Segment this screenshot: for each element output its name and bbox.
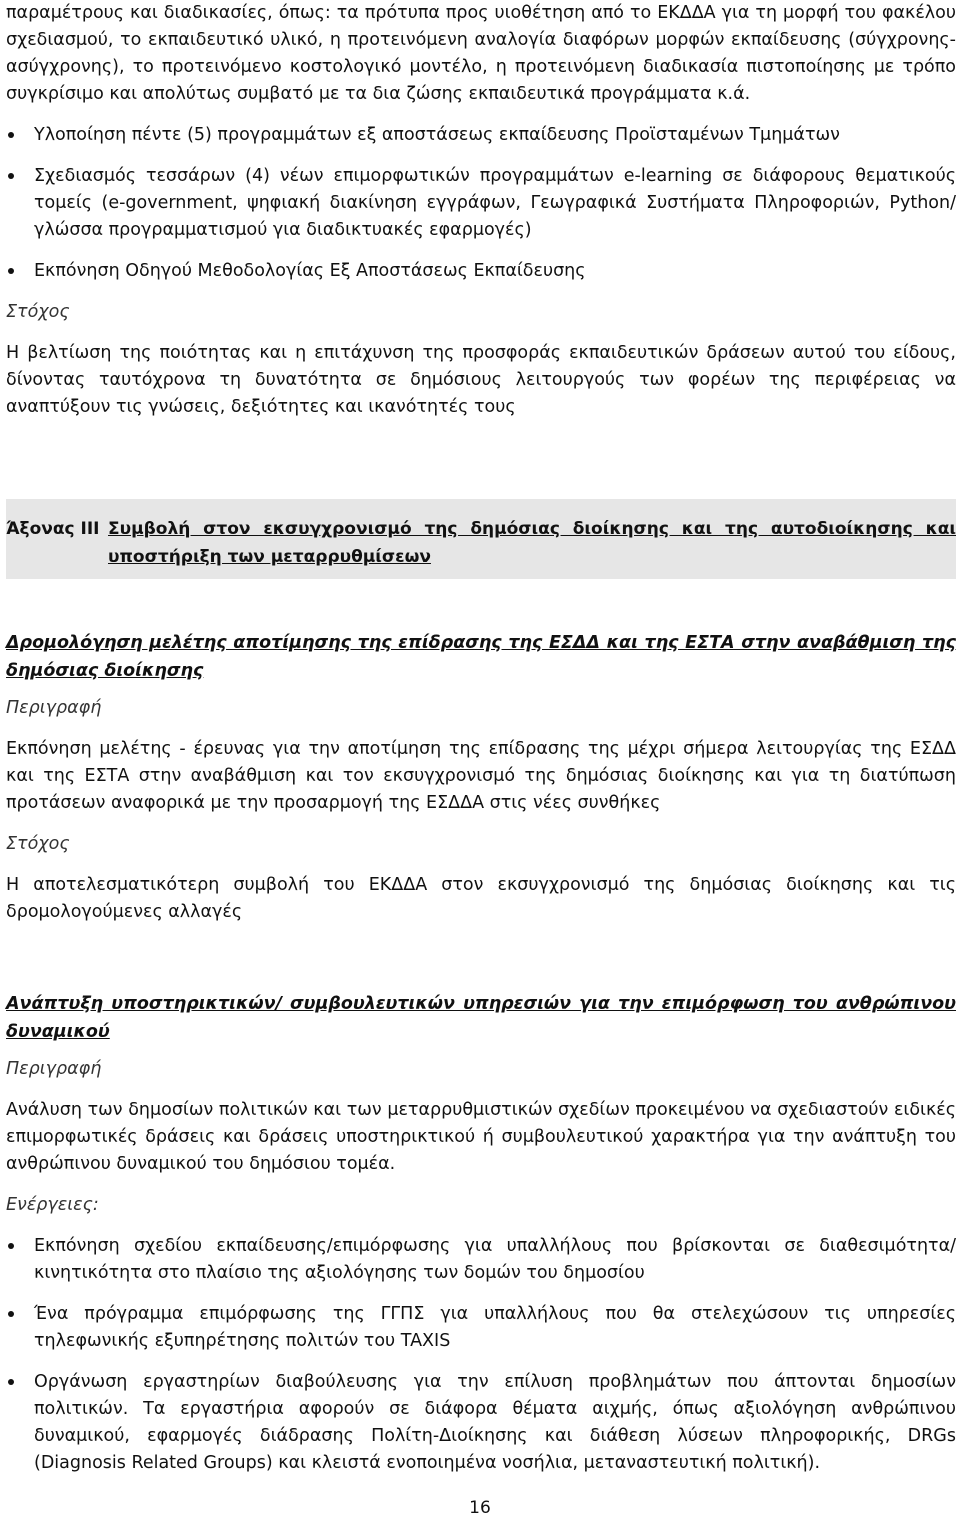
goal-text: Η αποτελεσματικότερη συμβολή του ΕΚΔΔΑ στον εκσυγχρονισμό της δημόσιας διοίκησης και τις δρομολογούμενες αλλαγές <box>6 875 956 922</box>
bullet-list-actions <box>6 1233 956 1477</box>
goal-label: Στόχος <box>6 834 70 854</box>
section-title-support-services: Ανάπτυξη υποστηρικτικών/ συμβουλευτικών υπηρεσιών για την επιμόρφωση του ανθρώπινου δυναμικού <box>6 994 956 1042</box>
list-item: Σχεδιασμός τεσσάρων (4) νέων επιμορφωτικών προγραμμάτων e-learning σε διάφορους θεματικούς τομείς (e-government, ψηφιακή διακίνηση εγγράφων, Γεωγραφικά Συστήματα Πληροφοριών, Python/γλώσσα προγραμματισμού για διαδικτυακές εφαρμογές) <box>6 163 956 244</box>
section-title-study: Δρομολόγηση μελέτης αποτίμησης της επίδρασης της ΕΣΔΔ και της ΕΣΤΑ στην αναβάθμιση της δημόσιας διοίκησης <box>6 633 956 681</box>
intro-paragraph: παραμέτρους και διαδικασίες, όπως: τα πρότυπα προς υιοθέτηση από το ΕΚΔΔΑ για τη μορφή του φακέλου σχεδιασμού, το εκπαιδευτικό υλικό, η προτεινόμενη αναλογία διαφόρων μορφών εκπαίδευσης (σύγχρονης- ασύγχρονης), το προτεινόμενο κοστολογικό μοντέλο, η προτεινόμενη διαδικασία πιστοποίησης με τρόπο συγκρίσιμο και απολύτως συμβατό με τα δια ζώσης εκπαιδευτικά προγράμματα κ.ά. <box>6 3 956 104</box>
list-item: Οργάνωση εργαστηρίων διαβούλευσης για την επίλυση προβλημάτων που άπτονται δημοσίων πολιτικών. Τα εργαστήρια αφορούν σε διάφορα θέματα αιχμής, όπως αξιολόγηση ανθρώπινου δυναμικού, εφαρμογές διάδρασης Πολίτη-Διοίκησης και διάθεση λύσεων πληροφορικής, DRGs (Diagnosis Related Groups) και κλειστά ενοποιημένα νοσήλια, μεταναστευτική πολιτική). <box>6 1369 956 1477</box>
description-text: Ανάλυση των δημοσίων πολιτικών και των μεταρρυθμιστικών σχεδίων προκειμένου να σχεδιαστούν ειδικές επιμορφωτικές δράσεις και δράσεις υποστηρικτικού ή συμβουλευτικού χαρακτήρα για την ανάπτυξη του ανθρώπινου δυναμικού του δημόσιου τομέα. <box>6 1100 956 1174</box>
list-item: Εκπόνηση σχεδίου εκπαίδευσης/επιμόρφωσης για υπαλλήλους που βρίσκονται σε διαθεσιμότητα/κινητικότητα στο πλαίσιο της αξιολόγησης των δομών του δημοσίου <box>6 1233 956 1287</box>
list-item: Υλοποίηση πέντε (5) προγραμμάτων εξ αποστάσεως εκπαίδευσης Προϊσταμένων Τμημάτων <box>6 122 956 149</box>
description-label: Περιγραφή <box>6 698 102 718</box>
bullet-list-programs <box>6 122 956 285</box>
axis-heading-box <box>6 499 956 579</box>
goal-label: Στόχος <box>6 302 70 322</box>
actions-label: Ενέργειες: <box>6 1195 99 1215</box>
description-text: Εκπόνηση μελέτης - έρευνας για την αποτίμηση της επίδρασης της μέχρι σήμερα λειτουργίας της ΕΣΔΔ και της ΕΣΤΑ στην αναβάθμιση και τον εκσυγχρονισμό της δημόσιας διοίκησης και για τη διατύπωση προτάσεων αναφορικά με την προσαρμογή της ΕΣΔΔΑ στις νέες συνθήκες <box>6 739 956 813</box>
list-item: Ένα πρόγραμμα επιμόρφωσης της ΓΓΠΣ για υπαλλήλους που θα στελεχώσουν τις υπηρεσίες τηλεφωνικής εξυπηρέτησης πολιτών του TAXIS <box>6 1301 956 1355</box>
page-number: 16 <box>469 1498 491 1518</box>
description-label: Περιγραφή <box>6 1059 102 1079</box>
goal-text: Η βελτίωση της ποιότητας και η επιτάχυνση της προσφοράς εκπαιδευτικών δράσεων αυτού του είδους, δίνοντας ταυτόχρονα τη δυνατότητα σε δημόσιους λειτουργούς των φορέων της περιφέρειας να αναπτύξουν τις γνώσεις, δεξιότητες και ικανότητές τους <box>6 343 956 417</box>
axis-label: Άξονας ΙΙΙ <box>6 519 100 539</box>
axis-title: Συμβολή στον εκσυγχρονισμό της δημόσιας διοίκησης και της αυτοδιοίκησης και υποστήριξη των μεταρρυθμίσεων <box>108 519 956 567</box>
list-item: Εκπόνηση Οδηγού Μεθοδολογίας Εξ Αποστάσεως Εκπαίδευσης <box>6 258 956 285</box>
